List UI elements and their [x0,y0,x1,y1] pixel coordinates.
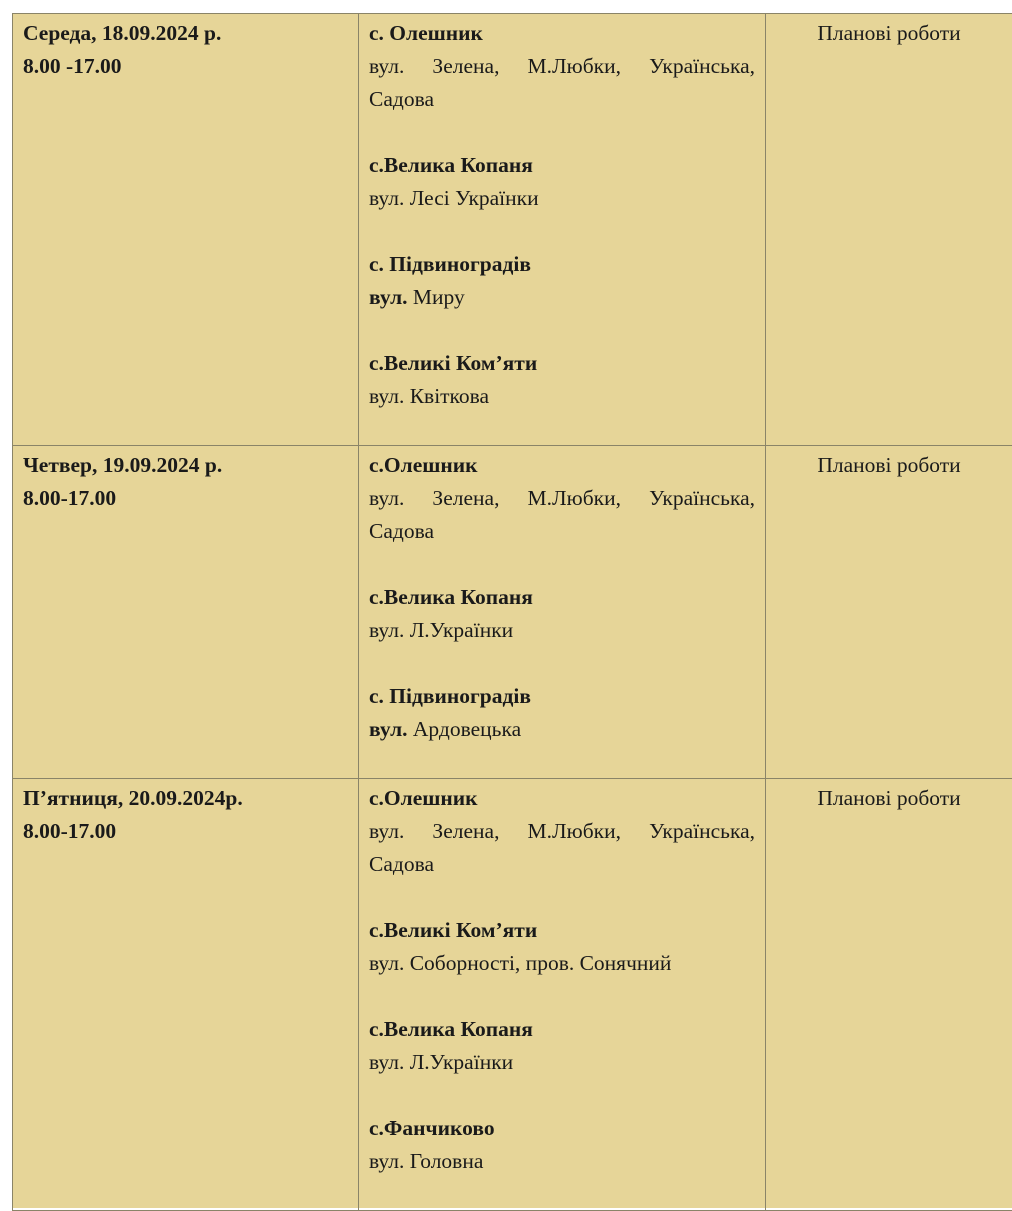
table-row [13,779,1012,1211]
village-name: с. Олешник [369,17,755,50]
village-name: с.Фанчиково [369,1112,755,1145]
street-list: вул. Зелена, М.Любки, Українська, Садова [369,50,755,116]
street-name: Ардовецька [408,717,522,741]
street-list [369,713,755,746]
time-label: 8.00-17.00 [23,815,348,848]
street-prefix: вул. [369,285,408,309]
status-label: Планові роботи [770,17,1008,50]
table-row [13,446,1012,779]
date-label: Середа, 18.09.2024 р. [23,17,348,50]
village-name: с.Великі Ком’яти [369,347,755,380]
street-list: вул. Квіткова [369,380,755,413]
locations-cell [359,14,766,446]
locations-cell [359,446,766,779]
status-cell [766,14,1012,446]
date-cell [13,779,359,1211]
status-label: Планові роботи [770,782,1008,815]
village-name: с.Олешник [369,449,755,482]
time-label: 8.00-17.00 [23,482,348,515]
time-label: 8.00 -17.00 [23,50,348,83]
street-prefix: вул. [369,717,408,741]
village-name: с.Великі Ком’яти [369,914,755,947]
street-list [369,281,755,314]
street-list: вул. Зелена, М.Любки, Українська, Садова [369,815,755,881]
street-list: вул. Головна [369,1145,755,1178]
status-label: Планові роботи [770,449,1008,482]
village-name: с.Велика Копаня [369,149,755,182]
date-label: П’ятниця, 20.09.2024р. [23,782,348,815]
schedule-sheet [12,13,1012,1208]
village-name: с.Велика Копаня [369,1013,755,1046]
street-list: вул. Л.Українки [369,1046,755,1079]
street-list: вул. Соборності, пров. Сонячний [369,947,755,980]
street-list: вул. Л.Українки [369,614,755,647]
village-name: с. Підвиноградів [369,680,755,713]
status-cell [766,779,1012,1211]
status-cell [766,446,1012,779]
village-name: с.Олешник [369,782,755,815]
table-row [13,14,1012,446]
village-name: с.Велика Копаня [369,581,755,614]
street-list: вул. Лесі Українки [369,182,755,215]
street-name: Миру [408,285,465,309]
date-label: Четвер, 19.09.2024 р. [23,449,348,482]
outage-schedule-table [12,13,1012,1211]
date-cell [13,14,359,446]
locations-cell [359,779,766,1211]
village-name: с. Підвиноградів [369,248,755,281]
street-list: вул. Зелена, М.Любки, Українська, Садова [369,482,755,548]
date-cell [13,446,359,779]
